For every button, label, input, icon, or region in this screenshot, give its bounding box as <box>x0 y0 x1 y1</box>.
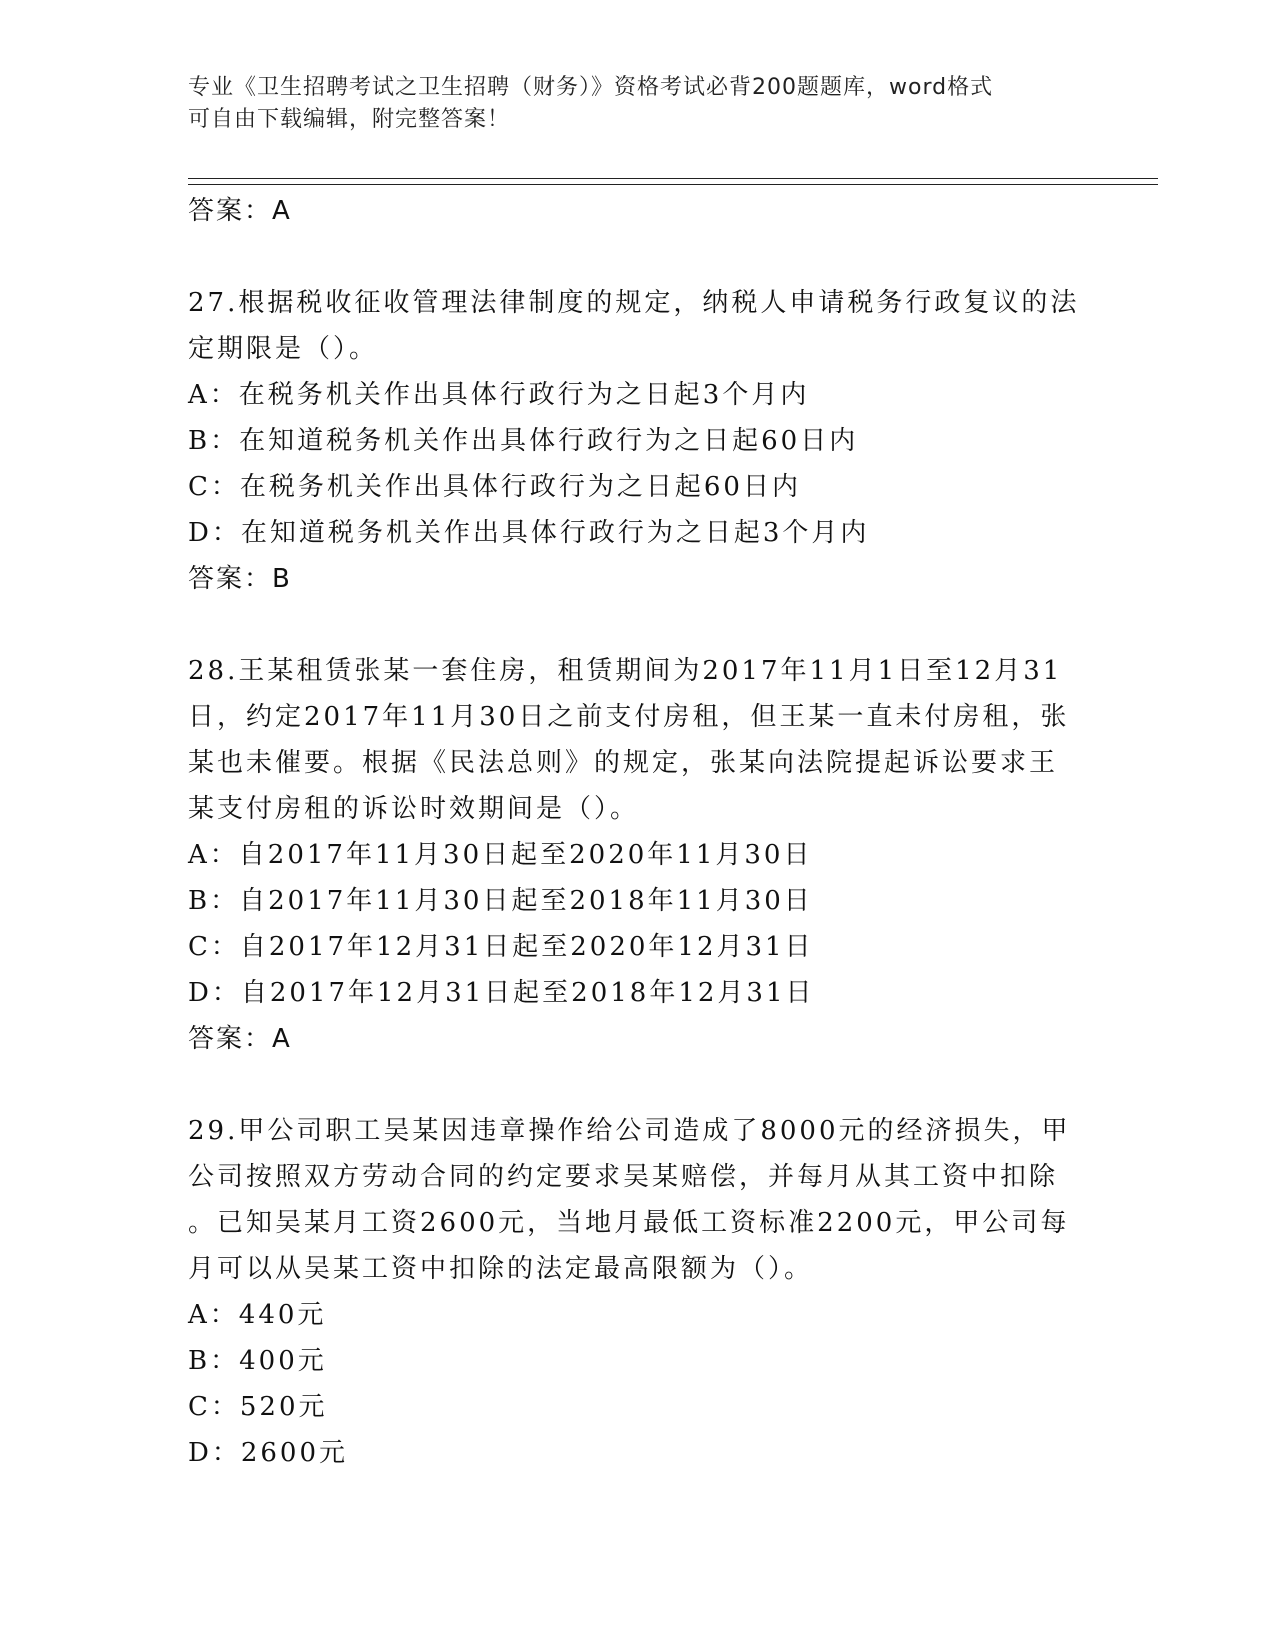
answer-27: 答案：B <box>188 564 292 594</box>
option-a: A：自2017年11月30日起至2020年11月30日 <box>188 840 813 870</box>
option-b: B：在知道税务机关作出具体行政行为之日起60日内 <box>188 426 859 456</box>
question-27 <box>188 280 1088 602</box>
spacer <box>188 234 1088 280</box>
answer-28: 答案：A <box>188 1024 292 1054</box>
question-29 <box>188 1108 1088 1476</box>
option-a: A：440元 <box>188 1300 327 1330</box>
option-d: D：2600元 <box>188 1438 349 1468</box>
header-divider-bottom <box>188 184 1158 185</box>
question-stem: 29.甲公司职工吴某因违章操作给公司造成了8000元的经济损失，甲 <box>188 1116 1071 1146</box>
question-stem: 某也未催要。根据《民法总则》的规定，张某向法院提起诉讼要求王 <box>188 748 1059 778</box>
header-title-line2: 可自由下载编辑，附完整答案！ <box>188 107 511 132</box>
document-body <box>188 188 1088 1476</box>
option-b: B：400元 <box>188 1346 327 1376</box>
option-c: C：在税务机关作出具体行政行为之日起60日内 <box>188 472 801 502</box>
header-divider-top <box>188 178 1158 179</box>
document-header <box>188 72 1068 136</box>
option-b: B：自2017年11月30日起至2018年11月30日 <box>188 886 813 916</box>
question-stem: 定期限是（）。 <box>188 334 379 364</box>
spacer <box>188 1062 1088 1108</box>
option-c: C：自2017年12月31日起至2020年12月31日 <box>188 932 814 962</box>
option-a: A：在税务机关作出具体行政行为之日起3个月内 <box>188 380 810 410</box>
header-title-line1: 专业《卫生招聘考试之卫生招聘（财务）》资格考试必背200题题库，word格式 <box>188 75 994 100</box>
question-stem: 公司按照双方劳动合同的约定要求吴某赔偿，并每月从其工资中扣除 <box>188 1162 1059 1192</box>
question-stem: 月可以从吴某工资中扣除的法定最高限额为（）。 <box>188 1254 814 1284</box>
option-d: D：在知道税务机关作出具体行政行为之日起3个月内 <box>188 518 870 548</box>
question-stem: 日，约定2017年11月30日之前支付房租，但王某一直未付房租，张 <box>188 702 1070 732</box>
question-stem: 28.王某租赁张某一套住房，租赁期间为2017年11月1日至12月31 <box>188 656 1063 686</box>
spacer <box>188 602 1088 648</box>
answer-prev: 答案：A <box>188 196 292 226</box>
option-d: D：自2017年12月31日起至2018年12月31日 <box>188 978 815 1008</box>
question-stem: 。已知吴某月工资2600元，当地月最低工资标准2200元，甲公司每 <box>188 1208 1070 1238</box>
option-c: C：520元 <box>188 1392 328 1422</box>
question-28 <box>188 648 1088 1062</box>
question-stem: 27.根据税收征收管理法律制度的规定，纳税人申请税务行政复议的法 <box>188 288 1080 318</box>
question-stem: 某支付房租的诉讼时效期间是（）。 <box>188 794 640 824</box>
